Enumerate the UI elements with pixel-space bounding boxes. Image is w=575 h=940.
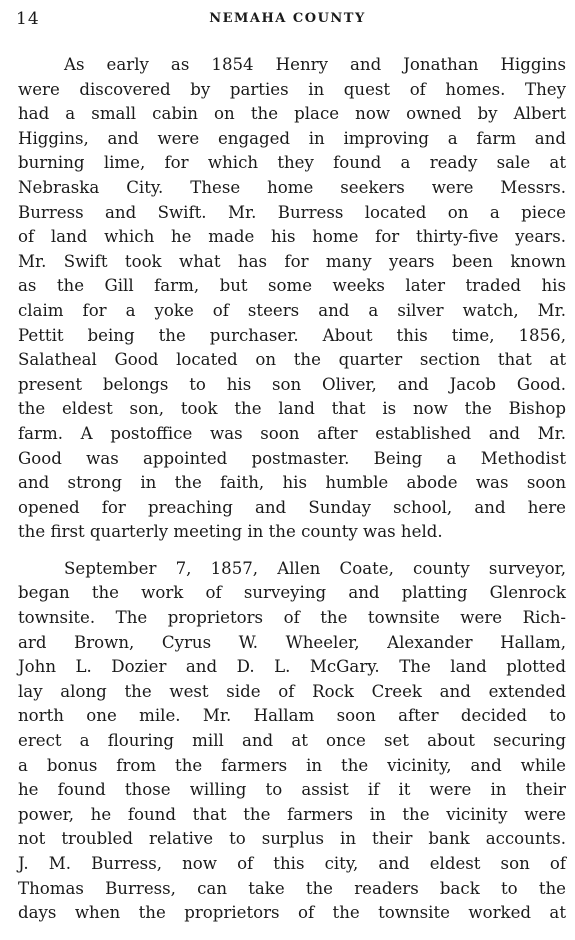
text-line: he found those willing to assist if it were in their: [18, 780, 566, 800]
text-line: north one mile. Mr. Hallam soon after decided to: [18, 706, 566, 726]
body-text: [18, 53, 566, 926]
text-line: Pettit being the purchaser. About this time, 1856,: [18, 325, 566, 345]
text-line: J. M. Burress, now of this city, and eldest son of: [18, 854, 566, 873]
text-line: claim for a yoke of steers and a silver watch, Mr.: [18, 300, 566, 320]
text-line: as the Gill farm, but some weeks later traded his: [18, 276, 566, 296]
text-line: farm. A postoffice was soon after established and Mr.: [18, 423, 566, 443]
text-line: lay along the west side of Rock Creek and extended: [18, 681, 566, 701]
text-line: townsite. The proprietors of the townsite were Rich-: [18, 608, 566, 628]
text-line: erect a flouring mill and at once set about securing: [18, 731, 566, 751]
text-line: were discovered by parties in quest of homes. They: [18, 79, 566, 99]
text-line: days when the proprietors of the townsite worked at: [18, 903, 566, 923]
text-line: power, he found that the farmers in the vicinity were: [18, 804, 566, 824]
text-line: Salatheal Good located on the quarter section that at: [18, 350, 566, 370]
text-line: September 7, 1857, Allen Coate, county surveyor,: [64, 558, 566, 578]
text-line: Nebraska City. These home seekers were Messrs.: [18, 177, 566, 197]
text-line: John L. Dozier and D. L. McGary. The land plotted: [18, 657, 566, 677]
text-line: ard Brown, Cyrus W. Wheeler, Alexander Hallam,: [18, 632, 566, 652]
page-number: 14: [16, 9, 40, 29]
text-line: Good was appointed postmaster. Being a Methodist: [18, 448, 566, 468]
text-line: a bonus from the farmers in the vicinity, and while: [18, 755, 566, 775]
text-line: the eldest son, took the land that is now the Bishop: [18, 399, 566, 419]
text-line: present belongs to his son Oliver, and Jacob Good.: [18, 374, 566, 394]
text-line: As early as 1854 Henry and Jonathan Higgins: [64, 55, 566, 74]
text-line: Burress and Swift. Mr. Burress located on a piece: [18, 202, 566, 222]
paragraph-glenrock-townsite: [18, 557, 566, 926]
running-title: NEMAHA COUNTY: [209, 11, 366, 26]
text-line: of land which he made his home for thirty-five years.: [18, 227, 566, 247]
text-line: Mr. Swift took what has for many years been known: [18, 251, 566, 271]
text-line: the first quarterly meeting in the county was held.: [18, 522, 443, 542]
text-line: Higgins, and were engaged in improving a farm and: [18, 128, 566, 148]
text-line: Thomas Burress, can take the readers back to the: [18, 878, 566, 898]
page-header: [0, 9, 575, 29]
text-line: opened for preaching and Sunday school, and here: [18, 497, 566, 517]
text-line: began the work of surveying and platting Glenrock: [18, 583, 566, 603]
text-line: not troubled relative to surplus in their bank accounts.: [18, 829, 566, 849]
text-line: and strong in the faith, his humble abode was soon: [18, 473, 566, 493]
paragraph-settlement: [18, 53, 566, 545]
text-line: had a small cabin on the place now owned by Albert: [18, 104, 566, 124]
text-line: burning lime, for which they found a ready sale at: [18, 153, 566, 173]
